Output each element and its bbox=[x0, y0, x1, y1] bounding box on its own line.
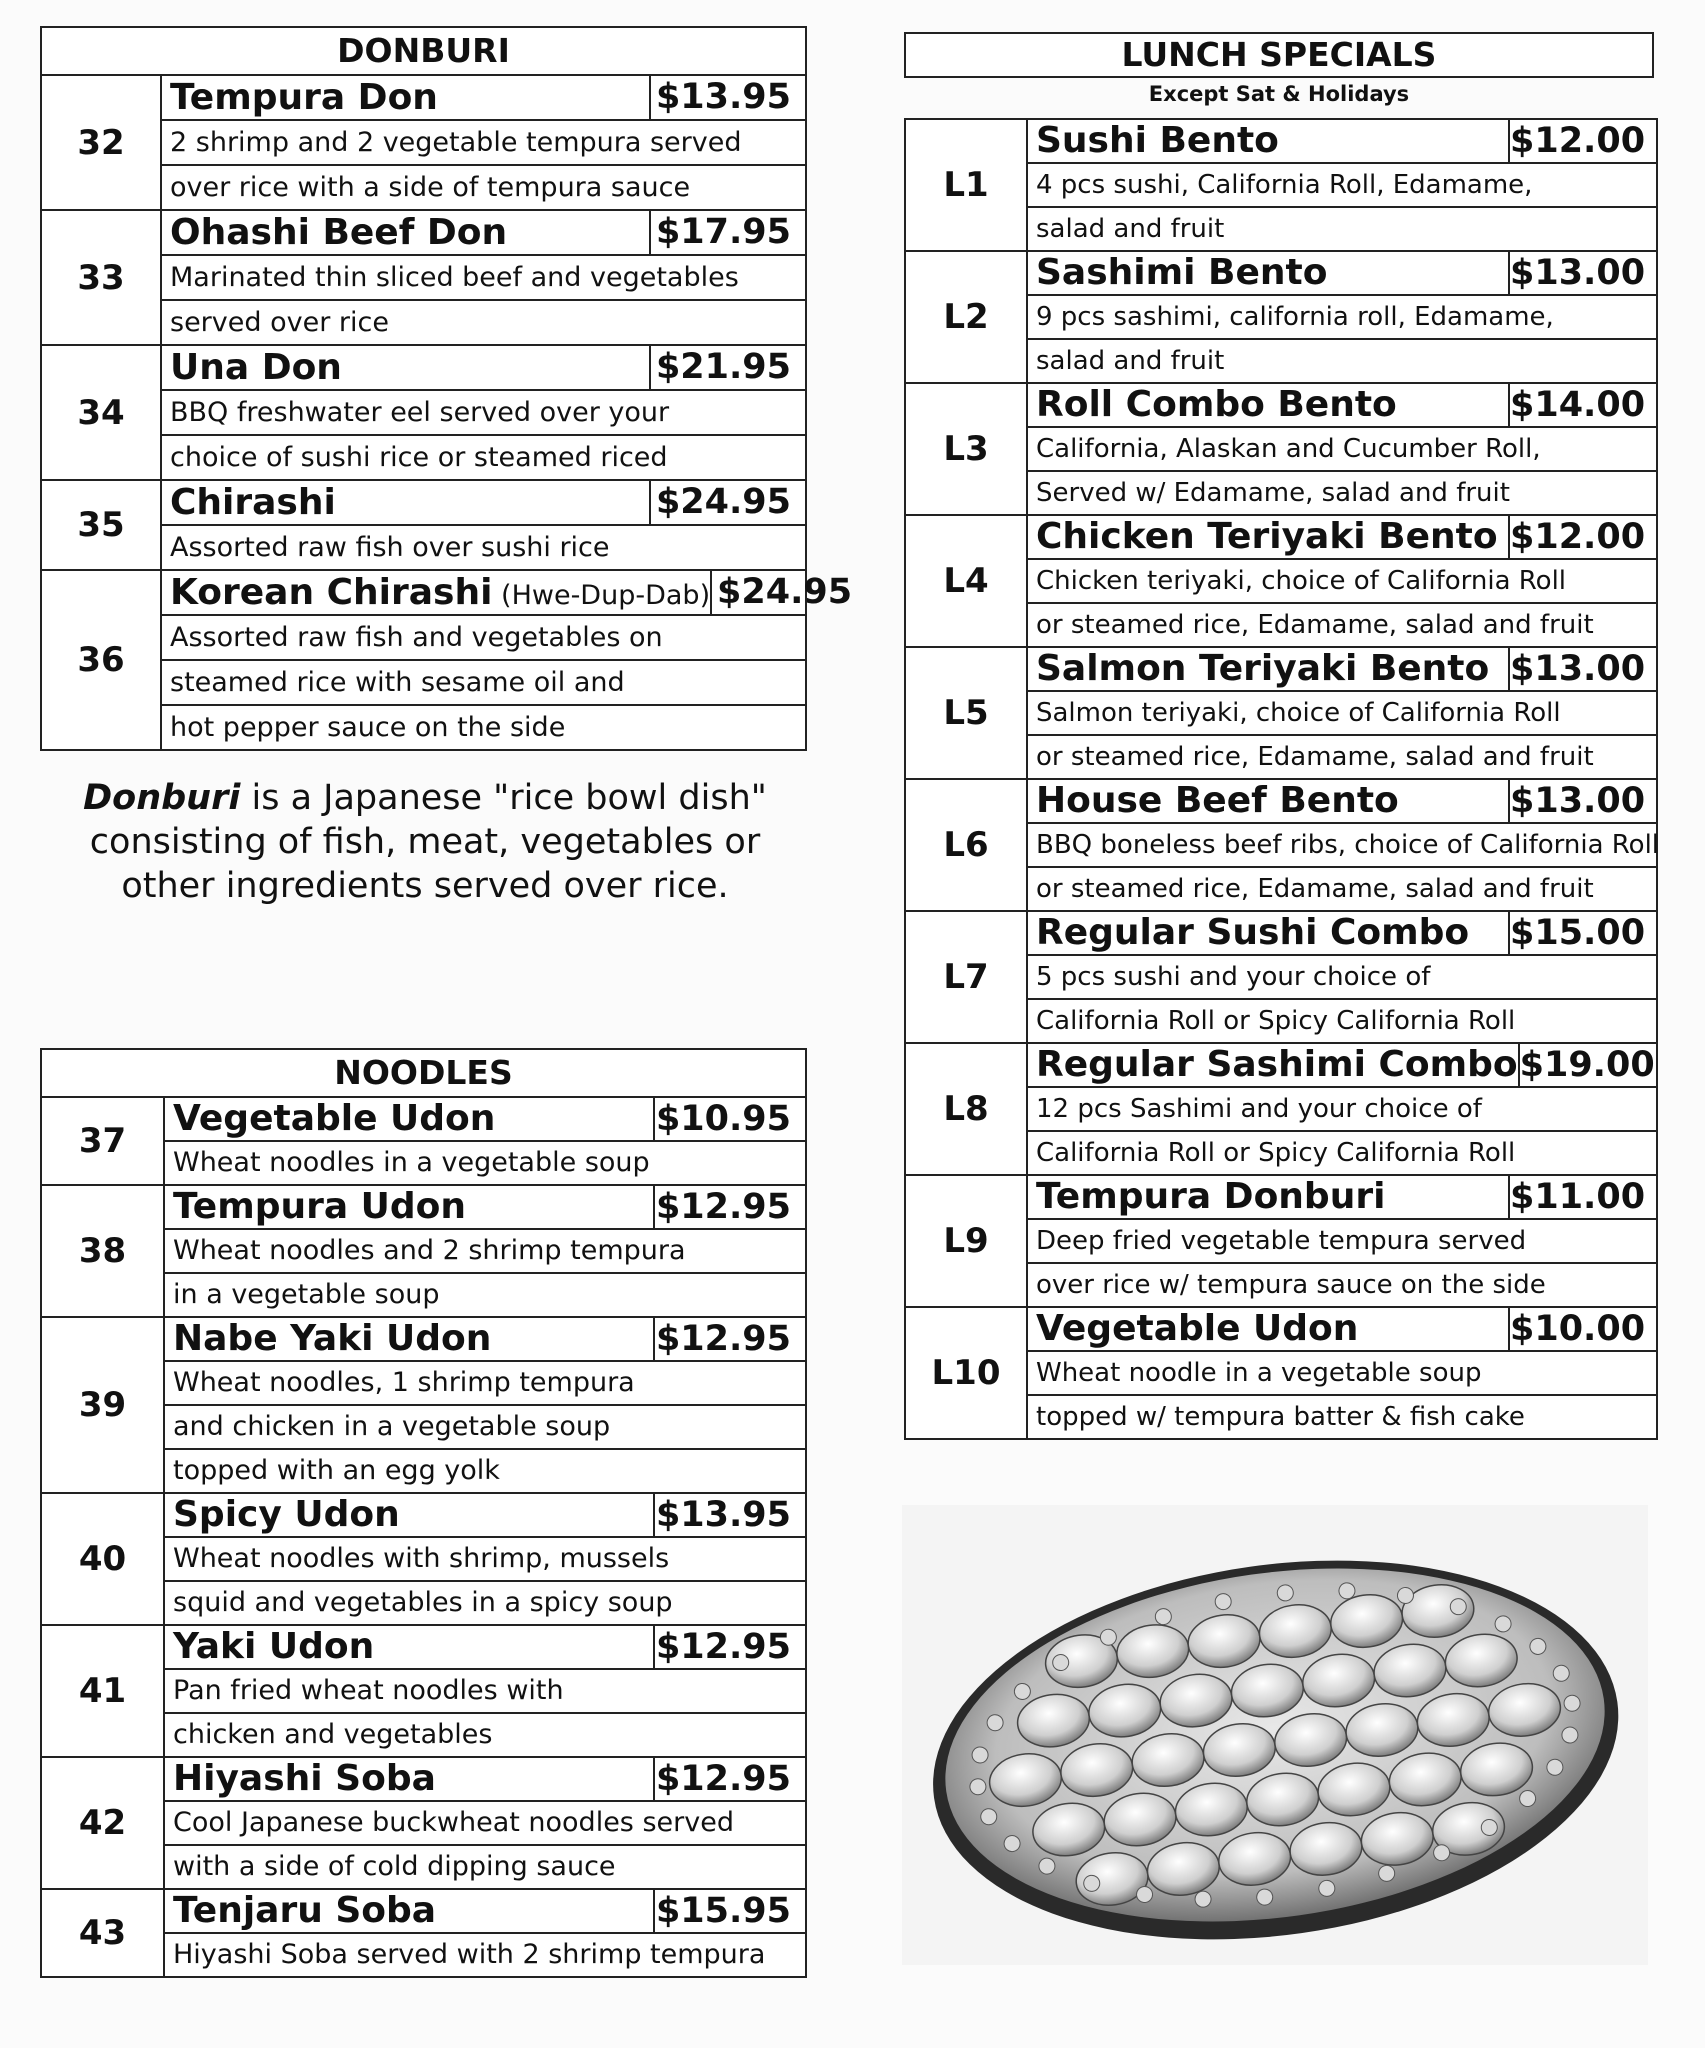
item-details bbox=[162, 76, 805, 209]
item-number: 37 bbox=[42, 1098, 165, 1184]
item-price: $14.00 bbox=[1510, 385, 1646, 425]
item-details bbox=[1028, 516, 1656, 646]
item-name: Tempura Udon bbox=[173, 1186, 467, 1227]
item-details bbox=[165, 1494, 805, 1624]
item-name: Tempura Don bbox=[170, 77, 438, 118]
item-details bbox=[1028, 1176, 1656, 1306]
item-name-line bbox=[1028, 780, 1656, 824]
item-number: L5 bbox=[906, 648, 1028, 778]
item-description-line: Wheat noodles, 1 shrimp tempura bbox=[165, 1362, 805, 1406]
item-price: $19.00 bbox=[1519, 1045, 1655, 1085]
item-number: L9 bbox=[906, 1176, 1028, 1306]
item-name-line bbox=[165, 1626, 805, 1670]
item-price: $12.95 bbox=[655, 1627, 791, 1667]
item-name: Hiyashi Soba bbox=[173, 1758, 436, 1799]
item-description-line: squid and vegetables in a spicy soup bbox=[173, 1587, 673, 1618]
donburi-heading: DONBURI bbox=[42, 28, 805, 76]
item-name-cell bbox=[1028, 1044, 1520, 1086]
item-description-line: over rice w/ tempura sauce on the side bbox=[1036, 1270, 1546, 1300]
item-description-line: steamed rice with sesame oil and bbox=[162, 661, 805, 706]
item-details bbox=[162, 481, 805, 569]
item-description-line: Wheat noodles in a vegetable soup bbox=[173, 1147, 650, 1178]
noodles-table bbox=[40, 1048, 807, 1978]
item-price: $12.95 bbox=[655, 1187, 791, 1227]
menu-item-l9 bbox=[906, 1176, 1656, 1308]
item-description-line: Pan fried wheat noodles with bbox=[165, 1670, 805, 1714]
item-price: $24.95 bbox=[655, 482, 791, 522]
item-details bbox=[162, 346, 805, 479]
item-details bbox=[165, 1098, 805, 1184]
item-description-line: or steamed rice, Edamame, salad and fruit bbox=[1036, 610, 1594, 640]
item-name: Una Don bbox=[170, 347, 342, 388]
item-name-cell bbox=[1028, 120, 1510, 162]
menu-item-36 bbox=[42, 571, 853, 749]
item-name-cell bbox=[1028, 516, 1510, 558]
item-details bbox=[165, 1186, 805, 1316]
item-name: Regular Sashimi Combo bbox=[1036, 1044, 1518, 1085]
item-details bbox=[1028, 648, 1656, 778]
item-name: Ohashi Beef Don bbox=[170, 212, 508, 253]
item-name-cell bbox=[165, 1098, 655, 1140]
item-description-line: with a side of cold dipping sauce bbox=[173, 1851, 616, 1882]
donburi-definition: is a Japanese "rice bowl dish" consisting of fish, meat, vegetables or other ingredients served over rice. bbox=[89, 778, 767, 906]
item-price: $13.00 bbox=[1510, 649, 1646, 689]
item-description-line: BBQ boneless beef ribs, choice of California Roll bbox=[1028, 824, 1656, 868]
item-name: Spicy Udon bbox=[173, 1494, 400, 1535]
item-number: 39 bbox=[42, 1318, 165, 1492]
item-number: L7 bbox=[906, 912, 1028, 1042]
menu-item-42 bbox=[42, 1758, 805, 1890]
item-price: $13.00 bbox=[1510, 253, 1646, 293]
item-number: 43 bbox=[42, 1890, 165, 1976]
item-name: House Beef Bento bbox=[1036, 780, 1399, 821]
menu-item-39 bbox=[42, 1318, 805, 1494]
menu-item-32 bbox=[42, 76, 805, 211]
menu-item-43 bbox=[42, 1890, 805, 1976]
item-description-line: 2 shrimp and 2 vegetable tempura served bbox=[162, 121, 805, 166]
item-name-line bbox=[1028, 648, 1656, 692]
item-name-cell bbox=[162, 76, 651, 119]
item-name-cell bbox=[165, 1318, 655, 1360]
item-details bbox=[165, 1890, 805, 1976]
menu-item-40 bbox=[42, 1494, 805, 1626]
item-description-line: Assorted raw fish and vegetables on bbox=[162, 616, 805, 661]
item-description-line: salad and fruit bbox=[1036, 346, 1225, 376]
item-price: $13.95 bbox=[655, 1495, 791, 1535]
item-name: Sushi Bento bbox=[1036, 120, 1279, 161]
sushi-platter-photo bbox=[902, 1505, 1648, 1965]
item-name-line bbox=[162, 346, 805, 391]
item-name-line bbox=[1028, 1044, 1656, 1088]
menu-item-l6 bbox=[906, 780, 1660, 912]
item-description-line: Salmon teriyaki, choice of California Roll bbox=[1028, 692, 1656, 736]
item-price: $15.95 bbox=[655, 1891, 791, 1931]
item-price: $15.00 bbox=[1510, 913, 1646, 953]
item-name-line bbox=[162, 481, 805, 526]
menu-item-38 bbox=[42, 1186, 805, 1318]
menu-item-41 bbox=[42, 1626, 805, 1758]
item-name-line bbox=[165, 1098, 805, 1142]
item-price: $24.95 bbox=[717, 572, 853, 612]
item-name-cell bbox=[162, 211, 651, 254]
item-name: Salmon Teriyaki Bento bbox=[1036, 648, 1490, 689]
item-description-line: 12 pcs Sashimi and your choice of bbox=[1028, 1088, 1656, 1132]
item-description-line: Deep fried vegetable tempura served bbox=[1028, 1220, 1656, 1264]
item-name-line bbox=[1028, 1308, 1656, 1352]
menu-item-33 bbox=[42, 211, 805, 346]
menu-item-l2 bbox=[906, 252, 1656, 384]
item-name: Tempura Donburi bbox=[1036, 1176, 1386, 1217]
item-name-line bbox=[162, 211, 805, 256]
menu-item-l5 bbox=[906, 648, 1656, 780]
item-name-cell bbox=[165, 1890, 655, 1932]
item-number: L1 bbox=[906, 120, 1028, 250]
item-description-line: Cool Japanese buckwheat noodles served bbox=[165, 1802, 805, 1846]
item-name-line bbox=[1028, 912, 1656, 956]
item-name-cell bbox=[1028, 912, 1510, 954]
item-price: $12.00 bbox=[1510, 517, 1646, 557]
item-description-line: in a vegetable soup bbox=[173, 1279, 440, 1310]
menu-item-35 bbox=[42, 481, 805, 571]
item-name-line bbox=[1028, 384, 1656, 428]
item-name-cell bbox=[1028, 384, 1510, 426]
item-name-cell bbox=[1028, 1308, 1510, 1350]
item-description-line: topped with an egg yolk bbox=[173, 1455, 500, 1486]
item-name-line bbox=[165, 1890, 805, 1934]
item-name-line bbox=[1028, 516, 1656, 560]
donburi-table bbox=[40, 26, 853, 751]
menu-item-l1 bbox=[906, 120, 1656, 252]
item-description-line: 9 pcs sashimi, california roll, Edamame, bbox=[1028, 296, 1656, 340]
item-name: Chirashi bbox=[170, 482, 336, 523]
item-details bbox=[165, 1318, 805, 1492]
item-description-line: California, Alaskan and Cucumber Roll, bbox=[1028, 428, 1656, 472]
item-name: Korean Chirashi bbox=[170, 572, 493, 613]
item-price: $21.95 bbox=[655, 347, 791, 387]
item-description-line: Served w/ Edamame, salad and fruit bbox=[1036, 478, 1510, 508]
item-description-line: Assorted raw fish over sushi rice bbox=[170, 532, 610, 563]
item-number: L4 bbox=[906, 516, 1028, 646]
lunch-specials-table bbox=[904, 118, 1658, 1440]
item-description-line: Wheat noodle in a vegetable soup bbox=[1028, 1352, 1656, 1396]
item-name: Vegetable Udon bbox=[1036, 1308, 1359, 1349]
item-price: $13.00 bbox=[1510, 781, 1646, 821]
item-name-cell bbox=[162, 481, 651, 524]
item-description-line: Wheat noodles and 2 shrimp tempura bbox=[165, 1230, 805, 1274]
item-name-line bbox=[162, 571, 853, 616]
item-description-line: over rice with a side of tempura sauce bbox=[170, 172, 691, 203]
item-name-cell bbox=[1028, 1176, 1510, 1218]
item-number: 35 bbox=[42, 481, 162, 569]
item-subtitle: (Hwe-Dup-Dab) bbox=[492, 580, 711, 611]
item-name-line bbox=[165, 1758, 805, 1802]
menu-item-l8 bbox=[906, 1044, 1656, 1176]
item-details bbox=[1028, 384, 1656, 514]
item-name-line bbox=[165, 1186, 805, 1230]
item-number: L3 bbox=[906, 384, 1028, 514]
lunch-specials-heading: LUNCH SPECIALS bbox=[904, 32, 1654, 78]
menu-item-34 bbox=[42, 346, 805, 481]
item-name: Vegetable Udon bbox=[173, 1098, 496, 1139]
item-details bbox=[165, 1626, 805, 1756]
item-description-line: and chicken in a vegetable soup bbox=[165, 1406, 805, 1450]
item-number: L8 bbox=[906, 1044, 1028, 1174]
item-description-line: topped w/ tempura batter & fish cake bbox=[1036, 1402, 1525, 1432]
item-price: $11.00 bbox=[1510, 1177, 1646, 1217]
item-details bbox=[162, 211, 805, 344]
item-name-cell bbox=[165, 1186, 655, 1228]
lunch-specials-note: Except Sat & Holidays bbox=[1148, 82, 1410, 106]
item-details bbox=[165, 1758, 805, 1888]
item-number: 42 bbox=[42, 1758, 165, 1888]
item-price: $10.95 bbox=[655, 1099, 791, 1139]
item-price: $12.95 bbox=[655, 1759, 791, 1799]
item-number: 33 bbox=[42, 211, 162, 344]
item-description-line: salad and fruit bbox=[1036, 214, 1225, 244]
item-details bbox=[1028, 1308, 1656, 1438]
menu-item-l4 bbox=[906, 516, 1656, 648]
menu-item-l10 bbox=[906, 1308, 1656, 1438]
item-number: 32 bbox=[42, 76, 162, 209]
item-name-cell bbox=[162, 571, 712, 614]
item-name-line bbox=[1028, 1176, 1656, 1220]
item-description-line: choice of sushi rice or steamed riced bbox=[170, 442, 668, 473]
item-details bbox=[1028, 780, 1660, 910]
item-description-line: BBQ freshwater eel served over your bbox=[162, 391, 805, 436]
item-name: Nabe Yaki Udon bbox=[173, 1318, 492, 1359]
item-name-cell bbox=[1028, 780, 1510, 822]
item-number: L2 bbox=[906, 252, 1028, 382]
item-details bbox=[162, 571, 853, 749]
item-number: 38 bbox=[42, 1186, 165, 1316]
item-name-cell bbox=[165, 1758, 655, 1800]
item-name-cell bbox=[165, 1626, 655, 1668]
item-description-line: California Roll or Spicy California Roll bbox=[1036, 1006, 1516, 1036]
item-name-cell bbox=[162, 346, 651, 389]
item-name: Chicken Teriyaki Bento bbox=[1036, 516, 1498, 557]
item-name-line bbox=[165, 1318, 805, 1362]
item-details bbox=[1028, 1044, 1656, 1174]
item-name-line bbox=[1028, 252, 1656, 296]
item-description-line: Marinated thin sliced beef and vegetables bbox=[162, 256, 805, 301]
item-name-line bbox=[162, 76, 805, 121]
item-description-line: chicken and vegetables bbox=[173, 1719, 493, 1750]
item-name: Sashimi Bento bbox=[1036, 252, 1328, 293]
item-name-cell bbox=[1028, 252, 1510, 294]
item-name: Yaki Udon bbox=[173, 1626, 375, 1667]
item-details bbox=[1028, 252, 1656, 382]
item-name: Roll Combo Bento bbox=[1036, 384, 1397, 425]
item-price: $10.00 bbox=[1510, 1309, 1646, 1349]
noodles-heading: NOODLES bbox=[42, 1050, 805, 1098]
item-number: 41 bbox=[42, 1626, 165, 1756]
item-number: 36 bbox=[42, 571, 162, 749]
item-description-line: California Roll or Spicy California Roll bbox=[1036, 1138, 1516, 1168]
item-name: Tenjaru Soba bbox=[173, 1890, 437, 1931]
menu-item-37 bbox=[42, 1098, 805, 1186]
item-name-line bbox=[165, 1494, 805, 1538]
item-description-line: or steamed rice, Edamame, salad and fruit bbox=[1036, 874, 1594, 904]
item-number: L10 bbox=[906, 1308, 1028, 1438]
menu-item-l7 bbox=[906, 912, 1656, 1044]
item-description-line: 5 pcs sushi and your choice of bbox=[1028, 956, 1656, 1000]
item-price: $13.95 bbox=[655, 77, 791, 117]
donburi-term: Donburi bbox=[83, 778, 241, 818]
item-description-line: hot pepper sauce on the side bbox=[170, 712, 566, 743]
item-price: $17.95 bbox=[655, 212, 791, 252]
item-description-line: served over rice bbox=[170, 307, 389, 338]
item-name-cell bbox=[1028, 648, 1510, 690]
item-name-line bbox=[1028, 120, 1656, 164]
item-name-cell bbox=[165, 1494, 655, 1536]
item-number: L6 bbox=[906, 780, 1028, 910]
item-price: $12.00 bbox=[1510, 121, 1646, 161]
item-description-line: Chicken teriyaki, choice of California Roll bbox=[1028, 560, 1656, 604]
item-details bbox=[1028, 120, 1656, 250]
item-description-line: Wheat noodles with shrimp, mussels bbox=[165, 1538, 805, 1582]
donburi-description bbox=[40, 776, 810, 908]
item-details bbox=[1028, 912, 1656, 1042]
item-number: 40 bbox=[42, 1494, 165, 1624]
item-price: $12.95 bbox=[655, 1319, 791, 1359]
menu-item-l3 bbox=[906, 384, 1656, 516]
item-number: 34 bbox=[42, 346, 162, 479]
item-name: Regular Sushi Combo bbox=[1036, 912, 1470, 953]
item-description-line: Hiyashi Soba served with 2 shrimp tempura bbox=[173, 1939, 766, 1970]
item-description-line: or steamed rice, Edamame, salad and fruit bbox=[1036, 742, 1594, 772]
item-description-line: 4 pcs sushi, California Roll, Edamame, bbox=[1028, 164, 1656, 208]
